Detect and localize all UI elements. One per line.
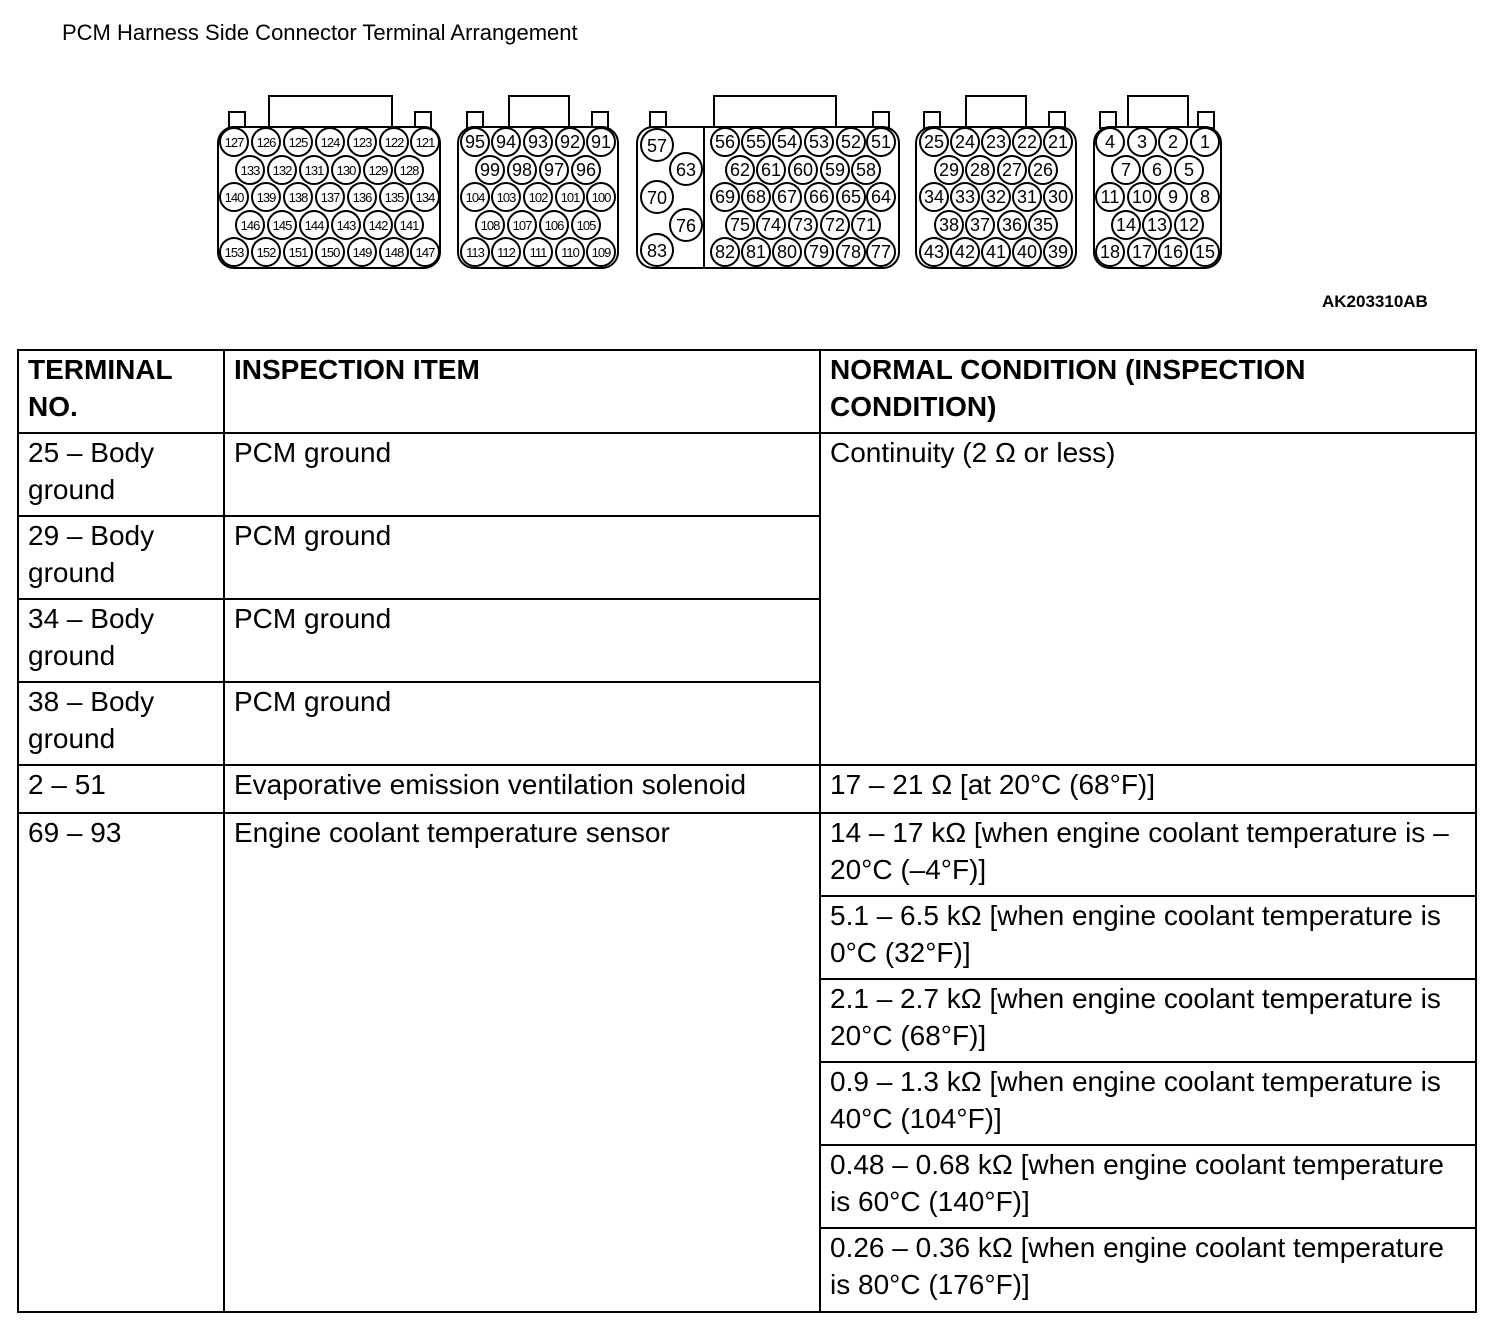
terminal-label: 25 (923, 132, 945, 152)
terminal-label: 54 (776, 132, 798, 152)
terminal-label: 141 (399, 218, 419, 233)
terminal-label: 60 (792, 160, 814, 180)
terminal-label: 8 (1199, 187, 1211, 207)
terminal-label: 145 (272, 218, 292, 233)
terminal-label: 53 (808, 132, 830, 152)
terminal-label: 38 (938, 215, 960, 235)
item-cell: PCM ground (224, 682, 820, 765)
terminal-label: 134 (415, 190, 435, 205)
terminal-label: 21 (1047, 132, 1069, 152)
terminal-label: 139 (256, 190, 276, 205)
terminal-label: 66 (808, 187, 830, 207)
terminal-label: 18 (1099, 242, 1121, 262)
terminal-label: 33 (954, 187, 976, 207)
terminal-label: 153 (224, 245, 244, 260)
terminal-label: 91 (590, 132, 612, 152)
condition-cell: 2.1 – 2.7 kΩ [when engine coolant temperature is 20°C (68°F)] (820, 979, 1476, 1062)
terminal-label: 71 (855, 215, 877, 235)
terminal-label: 11 (1100, 187, 1120, 207)
terminal-label: 7 (1120, 160, 1132, 180)
terminal-label: 127 (224, 135, 244, 150)
terminal-label: 9 (1167, 187, 1179, 207)
terminal-label: 37 (969, 215, 991, 235)
terminal-label: 41 (985, 242, 1007, 262)
terminal-label: 75 (729, 215, 751, 235)
terminal-label: 146 (240, 218, 260, 233)
condition-cell: 0.9 – 1.3 kΩ [when engine coolant temperature is 40°C (104°F)] (820, 1062, 1476, 1145)
header-normal-condition: NORMAL CONDITION (INSPECTION CONDITION) (820, 350, 1476, 433)
terminal-label: 147 (415, 245, 435, 260)
terminal-label: 105 (576, 218, 596, 233)
terminal-label: 12 (1178, 215, 1200, 235)
terminal-label: 132 (272, 163, 292, 178)
terminal-label: 17 (1131, 242, 1153, 262)
terminal-label: 92 (559, 132, 581, 152)
terminal-label: 27 (1001, 160, 1023, 180)
terminal-label: 152 (256, 245, 276, 260)
terminal-label: 150 (320, 245, 340, 260)
terminal-label: 131 (304, 163, 324, 178)
terminal-label: 143 (336, 218, 356, 233)
terminal-label: 93 (527, 132, 549, 152)
terminal-cell: 69 – 93 (18, 813, 224, 1312)
terminal-label: 31 (1016, 187, 1038, 207)
terminal-label: 56 (714, 132, 736, 152)
connector-tab (1100, 112, 1116, 128)
terminal-label: 77 (870, 242, 892, 262)
terminal-label: 23 (985, 132, 1007, 152)
terminal-label: 34 (923, 187, 945, 207)
connector-latch (1128, 96, 1188, 128)
terminal-label: 135 (384, 190, 404, 205)
terminal-label: 97 (543, 160, 565, 180)
connector-tab (924, 112, 940, 128)
terminal-label: 70 (646, 188, 668, 208)
terminal-label: 137 (320, 190, 340, 205)
terminal-label: 113 (466, 245, 484, 260)
connector-latch (509, 96, 569, 128)
table-row (18, 433, 1476, 516)
terminal-label: 142 (368, 218, 388, 233)
terminal-label: 32 (985, 187, 1007, 207)
terminal-label: 104 (465, 190, 485, 205)
terminal-label: 68 (745, 187, 767, 207)
figure-code: AK203310AB (1322, 292, 1428, 311)
terminal-label: 108 (480, 218, 500, 233)
connector-latch (966, 96, 1026, 128)
connector-tab (650, 112, 666, 128)
terminal-label: 35 (1032, 215, 1054, 235)
terminal-label: 5 (1183, 160, 1195, 180)
terminal-label: 59 (824, 160, 846, 180)
terminal-label: 128 (399, 163, 419, 178)
terminal-label: 57 (646, 136, 668, 156)
terminal-label: 138 (288, 190, 308, 205)
ground-condition-cell: Continuity (2 Ω or less) (820, 433, 1476, 765)
terminal-label: 65 (840, 187, 862, 207)
connector-tab (1198, 112, 1214, 128)
connector-diagram (0, 0, 1504, 300)
terminal-label: 78 (840, 242, 862, 262)
terminal-label: 39 (1047, 242, 1069, 262)
table-row (18, 765, 1476, 813)
terminal-label: 133 (240, 163, 260, 178)
item-cell: PCM ground (224, 599, 820, 682)
terminal-label: 81 (745, 242, 767, 262)
connector-tab (873, 112, 889, 128)
terminal-label: 101 (560, 190, 580, 205)
terminal-label: 144 (304, 218, 324, 233)
terminal-label: 55 (745, 132, 767, 152)
header-inspection-item: INSPECTION ITEM (224, 350, 820, 433)
condition-cell: 0.48 – 0.68 kΩ [when engine coolant temperature is 60°C (140°F)] (820, 1145, 1476, 1228)
page-title: PCM Harness Side Connector Terminal Arrangement (62, 20, 578, 45)
terminal-cell: 34 – Body ground (18, 599, 224, 682)
item-cell: PCM ground (224, 516, 820, 599)
terminal-label: 79 (808, 242, 830, 262)
terminal-label: 67 (776, 187, 798, 207)
condition-cell: 14 – 17 kΩ [when engine coolant temperature is –20°C (–4°F)] (820, 813, 1476, 896)
terminal-label: 3 (1136, 132, 1148, 152)
terminal-cell: 2 – 51 (18, 765, 224, 813)
connector-tab (229, 112, 245, 128)
item-cell: PCM ground (224, 433, 820, 516)
terminal-label: 102 (528, 190, 548, 205)
terminal-cell: 25 – Body ground (18, 433, 224, 516)
terminal-label: 43 (923, 242, 945, 262)
terminal-cell: 29 – Body ground (18, 516, 224, 599)
terminal-label: 106 (544, 218, 564, 233)
terminal-label: 121 (415, 135, 435, 150)
terminal-label: 109 (591, 245, 611, 260)
terminal-label: 4 (1104, 132, 1116, 152)
connector-tab (1049, 112, 1065, 128)
terminal-label: 140 (224, 190, 244, 205)
terminal-label: 72 (824, 215, 846, 235)
inspection-table (17, 349, 1477, 1313)
condition-cell: 17 – 21 Ω [at 20°C (68°F)] (820, 765, 1476, 813)
terminal-label: 122 (384, 135, 404, 150)
item-cell: Engine coolant temperature sensor (224, 813, 820, 1312)
terminal-label: 136 (352, 190, 372, 205)
terminal-label: 69 (714, 187, 736, 207)
terminal-label: 149 (352, 245, 372, 260)
terminal-label: 42 (954, 242, 976, 262)
terminal-label: 40 (1016, 242, 1038, 262)
terminal-label: 26 (1032, 160, 1054, 180)
terminal-label: 1 (1199, 132, 1211, 152)
terminal-label: 129 (368, 163, 388, 178)
connector-tab (592, 112, 608, 128)
terminal-label: 123 (352, 135, 372, 150)
terminal-label: 98 (511, 160, 533, 180)
condition-cell: 0.26 – 0.36 kΩ [when engine coolant temperature is 80°C (176°F)] (820, 1228, 1476, 1312)
terminal-label: 15 (1194, 242, 1216, 262)
terminal-label: 82 (714, 242, 736, 262)
terminal-label: 80 (776, 242, 798, 262)
terminal-label: 62 (729, 160, 751, 180)
terminal-label: 16 (1162, 242, 1184, 262)
terminal-label: 151 (288, 245, 308, 260)
terminal-label: 111 (529, 245, 547, 260)
terminal-label: 10 (1131, 187, 1153, 207)
terminal-label: 130 (336, 163, 356, 178)
terminal-label: 76 (675, 216, 697, 236)
terminal-label: 30 (1047, 187, 1069, 207)
connector-tab (467, 112, 483, 128)
terminal-label: 95 (464, 132, 486, 152)
terminal-label: 94 (495, 132, 517, 152)
condition-cell: 5.1 – 6.5 kΩ [when engine coolant temperature is 0°C (32°F)] (820, 896, 1476, 979)
terminal-label: 99 (479, 160, 501, 180)
terminal-label: 74 (760, 215, 782, 235)
terminal-label: 63 (675, 160, 697, 180)
terminal-label: 112 (497, 245, 515, 260)
terminal-label: 61 (760, 160, 782, 180)
terminal-label: 24 (954, 132, 976, 152)
terminal-label: 13 (1146, 215, 1168, 235)
terminal-label: 29 (938, 160, 960, 180)
terminal-label: 14 (1115, 215, 1137, 235)
terminal-label: 28 (969, 160, 991, 180)
terminal-label: 6 (1151, 160, 1163, 180)
item-cell: Evaporative emission ventilation solenoid (224, 765, 820, 813)
terminal-label: 36 (1001, 215, 1023, 235)
header-terminal-no: TERMINAL NO. (18, 350, 224, 433)
connector-latch (269, 96, 392, 128)
terminal-label: 64 (870, 187, 892, 207)
terminal-label: 58 (855, 160, 877, 180)
terminal-label: 2 (1167, 132, 1179, 152)
terminal-label: 83 (646, 241, 668, 261)
terminal-label: 103 (496, 190, 516, 205)
table-header-row (18, 350, 1476, 433)
terminal-label: 52 (840, 132, 862, 152)
terminal-label: 126 (256, 135, 276, 150)
terminal-label: 148 (384, 245, 404, 260)
connector-tab (415, 112, 431, 128)
terminal-label: 124 (320, 135, 340, 150)
terminal-label: 51 (870, 132, 892, 152)
terminal-label: 100 (591, 190, 611, 205)
connector-latch (714, 96, 836, 128)
table-row (18, 813, 1476, 896)
terminal-cell: 38 – Body ground (18, 682, 224, 765)
terminal-label: 110 (561, 245, 579, 260)
terminal-label: 107 (512, 218, 532, 233)
terminal-label: 73 (792, 215, 814, 235)
terminal-label: 96 (575, 160, 597, 180)
terminal-label: 22 (1016, 132, 1038, 152)
terminal-label: 125 (288, 135, 308, 150)
